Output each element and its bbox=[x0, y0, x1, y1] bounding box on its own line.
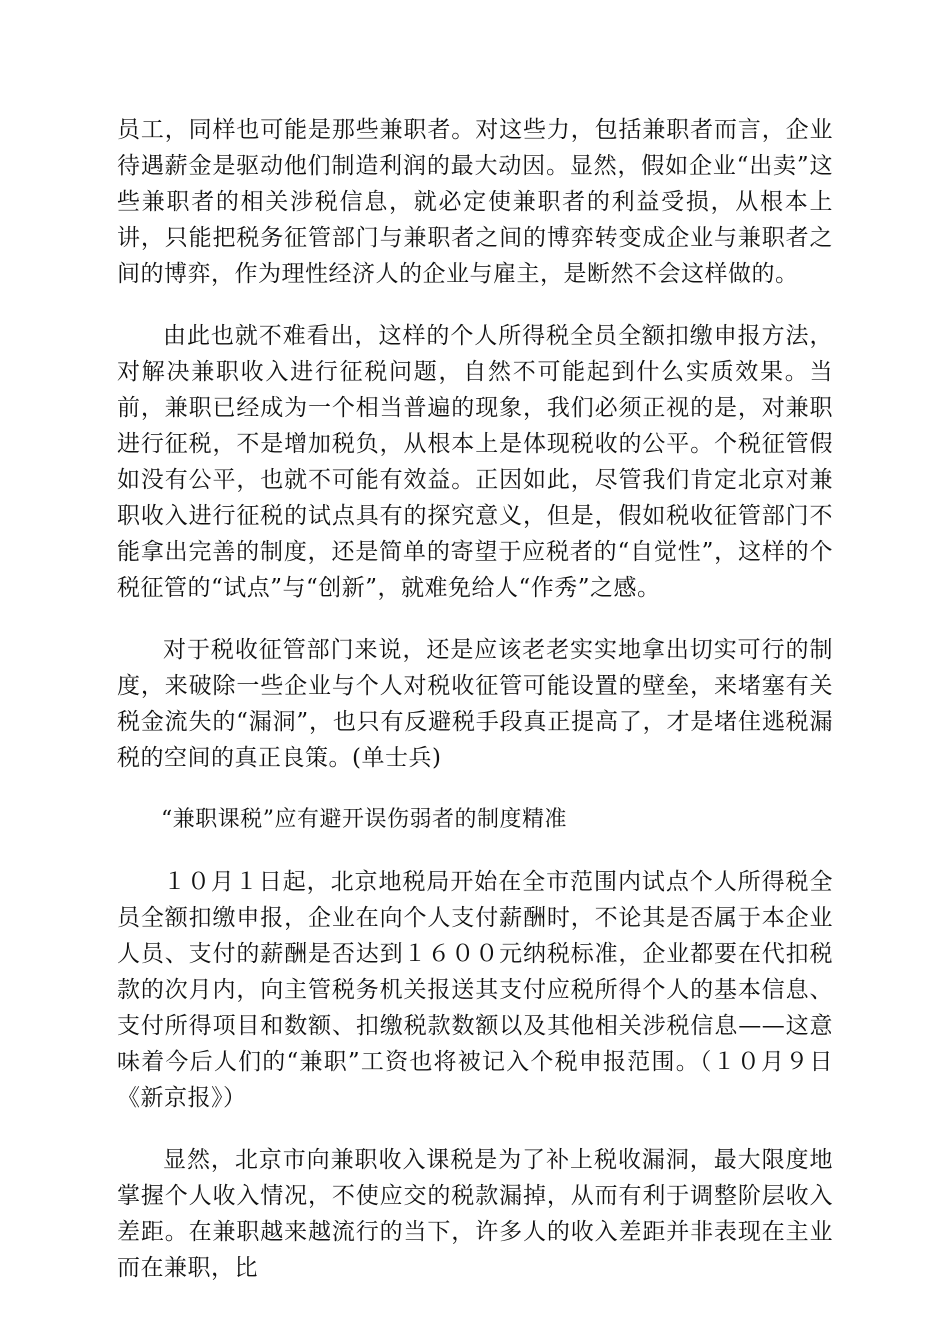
paragraph-4: １０月１日起，北京地税局开始在全市范围内试点个人所得税全员全额扣缴申报，企业在向个人支付薪酬时，不论其是否属于本企业人员、支付的薪酬是否达到１６００元纳税标准，企业都要在代扣税款的次月内，向主管税务机关报送其支付应税所得个人的基本信息、支付所得项目和数额、扣缴税款数额以及其他相关涉税信息——这意味着今后人们的“兼职”工资也将被记入个税申报范围。（１０月９日《新京报》） bbox=[117, 869, 833, 1111]
paragraph-5: 显然，北京市向兼职收入课税是为了补上税收漏洞，最大限度地掌握个人收入情况，不使应交的税款漏掉，从而有利于调整阶层收入差距。在兼职越来越流行的当下，许多人的收入差距并非表现在主业而在兼职，比 bbox=[117, 1147, 833, 1281]
article-heading: “兼职课税”应有避开误伤弱者的制度精准 bbox=[161, 807, 567, 832]
document-body bbox=[117, 112, 833, 1312]
paragraph-2: 由此也就不难看出，这样的个人所得税全员全额扣缴申报方法，对解决兼职收入进行征税问题，自然不可能起到什么实质效果。当前，兼职已经成为一个相当普遍的现象，我们必须正视的是，对兼职进行征税，不是增加税负，从根本上是体现税收的公平。个税征管假如没有公平，也就不可能有效益。正因如此，尽管我们肯定北京对兼职收入进行征税的试点具有的探究意义，但是，假如税收征管部门不能拿出完善的制度，还是简单的寄望于应税者的“自觉性”，这样的个税征管的“试点”与“创新”，就难免给人“作秀”之感。 bbox=[117, 323, 833, 601]
paragraph-3: 对于税收征管部门来说，还是应该老老实实地拿出切实可行的制度，来破除一些企业与个人对税收征管可能设置的壁垒，来堵塞有关税金流失的“漏洞”，也只有反避税手段真正提高了，才是堵住逃税漏税的空间的真正良策。(单士兵) bbox=[117, 637, 833, 771]
paragraph-1: 员工，同样也可能是那些兼职者。对这些力，包括兼职者而言，企业待遇薪金是驱动他们制造利润的最大动因。显然，假如企业“出卖”这些兼职者的相关涉税信息，就必定使兼职者的利益受损，从根本上讲，只能把税务征管部门与兼职者之间的博弈转变成企业与兼职者之间的博弈，作为理性经济人的企业与雇主，是断然不会这样做的。 bbox=[117, 117, 833, 287]
